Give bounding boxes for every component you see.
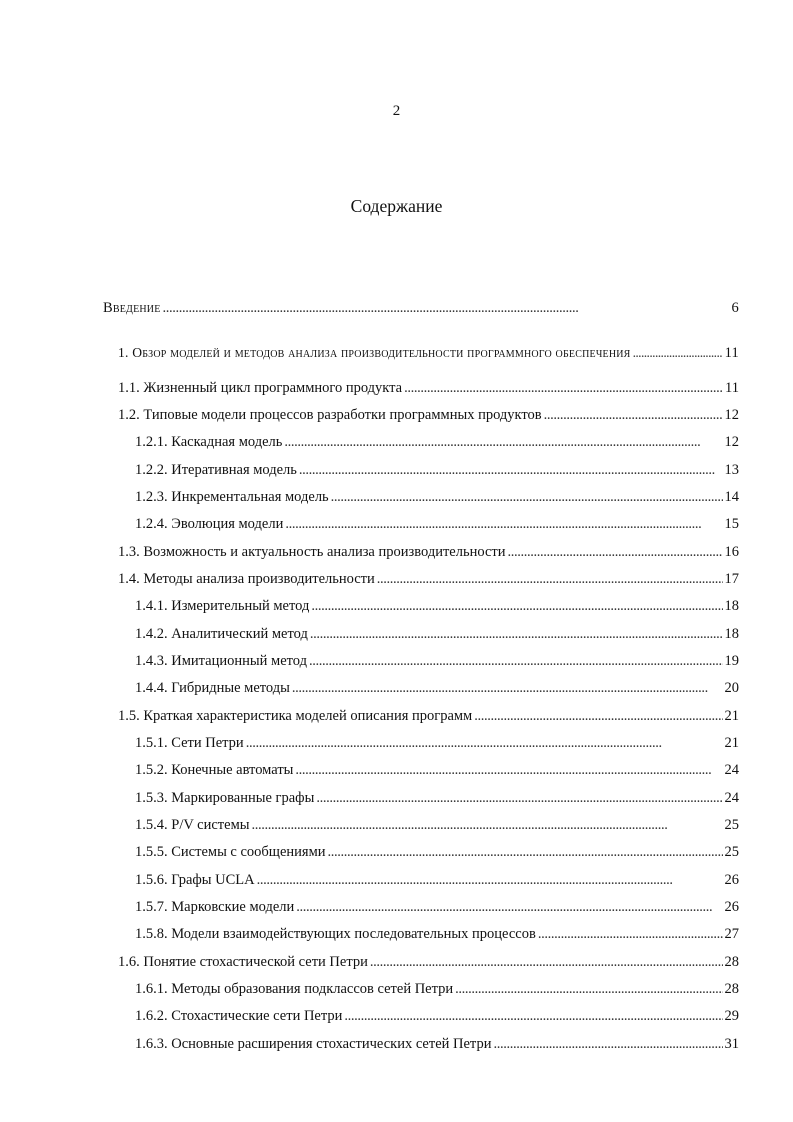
toc-entry-page: 26 <box>724 872 739 888</box>
toc-entry-label: 1.3. Возможность и актуальность анализа производительности <box>118 544 506 560</box>
toc-entry-page: 26 <box>724 899 739 915</box>
leader-dots <box>296 898 722 916</box>
toc-entry[interactable] <box>135 761 739 779</box>
toc-entry-label: 1.6.1. Методы образования подклассов сетей Петри <box>135 981 454 997</box>
leader-dots <box>299 461 723 479</box>
toc-entry-label: 1.4.2. Аналитический метод <box>135 626 308 642</box>
leader-dots <box>252 816 723 834</box>
toc-entry-label: 1.5.8. Модели взаимодействующих последовательных процессов <box>135 926 536 942</box>
toc-entry[interactable] <box>135 488 739 506</box>
toc-entry[interactable] <box>135 515 739 533</box>
toc-entry[interactable] <box>135 597 739 615</box>
toc-entry[interactable] <box>135 980 739 998</box>
leader-dots <box>310 625 723 643</box>
leader-dots <box>508 543 723 561</box>
toc-entry-label: Введение <box>103 300 161 316</box>
toc-entry-page: 12 <box>724 434 739 450</box>
toc-entry-label: 1.2. Типовые модели процессов разработки программных продуктов <box>118 407 542 423</box>
toc-entry-page: 18 <box>724 598 739 614</box>
leader-dots <box>331 488 723 506</box>
toc-entry-page: 24 <box>724 762 739 778</box>
toc-entry-label: 1.2.2. Итеративная модель <box>135 462 297 478</box>
toc-entry[interactable] <box>135 433 739 451</box>
leader-dots <box>474 707 722 725</box>
toc-entry-label: 1.5.3. Маркированные графы <box>135 790 315 806</box>
leader-dots <box>316 789 722 807</box>
toc-entry-label: 1.5.2. Конечные автоматы <box>135 762 294 778</box>
toc-entry-page: 28 <box>724 981 739 997</box>
leader-dots <box>370 953 723 971</box>
page-title: Содержание <box>350 196 443 216</box>
leader-dots <box>404 379 723 397</box>
toc-entry-label: 1.4.3. Имитационный метод <box>135 653 307 669</box>
toc-entry[interactable] <box>135 925 739 943</box>
leader-dots <box>328 843 723 861</box>
leader-dots <box>377 570 723 588</box>
toc-entry-label: 1.2.1. Каскадная модель <box>135 434 283 450</box>
toc-entry-label: 1.4. Методы анализа производительности <box>118 571 375 587</box>
toc-entry-page: 27 <box>724 926 739 942</box>
toc-entry[interactable] <box>135 625 739 643</box>
toc-entry-label: 1.2.3. Инкрементальная модель <box>135 489 329 505</box>
toc-entry-page: 29 <box>724 1008 739 1024</box>
toc-entry-page: 11 <box>725 380 739 396</box>
page-number: 2 <box>392 103 401 119</box>
toc-entry-label: 1.5.1. Сети Петри <box>135 735 244 751</box>
toc-entry-page: 6 <box>731 300 739 316</box>
toc-entry-page: 21 <box>724 708 739 724</box>
toc-entry-page: 24 <box>724 790 739 806</box>
toc-entry-page: 15 <box>724 516 739 532</box>
toc-entry-page: 28 <box>724 954 739 970</box>
toc-entry[interactable] <box>135 816 739 834</box>
toc-entry-page: 11 <box>724 345 739 361</box>
toc-entry-label: 1.1. Жизненный цикл программного продукта <box>118 380 403 396</box>
toc-entry-introduction[interactable] <box>103 299 739 317</box>
toc-entry-page: 21 <box>724 735 739 751</box>
toc-entry[interactable] <box>118 570 739 588</box>
toc-entry-page: 17 <box>724 571 739 587</box>
toc-entry-label: 1. Обзор моделей и методов анализа производительности программного обеспечения <box>118 345 631 360</box>
toc-entry-label: 1.6.2. Стохастические сети Петри <box>135 1008 343 1024</box>
leader-dots <box>246 734 723 752</box>
toc-entry-page: 12 <box>724 407 739 423</box>
toc-entry-chapter-1[interactable] <box>118 344 739 362</box>
leader-dots <box>295 761 722 779</box>
toc-entry[interactable] <box>135 1007 739 1025</box>
toc-entry-page: 25 <box>724 844 739 860</box>
toc-entry-page: 25 <box>724 817 739 833</box>
toc-entry-label: 1.5.5. Системы с сообщениями <box>135 844 326 860</box>
leader-dots <box>544 406 723 424</box>
toc-entry[interactable] <box>118 406 739 424</box>
toc-entry[interactable] <box>118 953 739 971</box>
toc-entry-label: 1.6. Понятие стохастической сети Петри <box>118 954 368 970</box>
toc-entry-label: 1.5.6. Графы UCLA <box>135 872 255 888</box>
toc-entry[interactable] <box>118 379 739 397</box>
toc-entry-page: 13 <box>724 462 739 478</box>
leader-dots <box>163 299 730 317</box>
toc-entry[interactable] <box>135 679 739 697</box>
toc-entry[interactable] <box>135 871 739 889</box>
leader-dots <box>292 679 723 697</box>
leader-dots <box>311 597 722 615</box>
toc-entry-page: 20 <box>724 680 739 696</box>
toc-entry[interactable] <box>118 543 739 561</box>
leader-dots <box>309 652 723 670</box>
toc-entry-label: 1.5.4. P/V системы <box>135 817 250 833</box>
leader-dots <box>633 344 723 362</box>
leader-dots <box>455 980 722 998</box>
leader-dots <box>257 871 723 889</box>
toc-entry-label: 1.4.4. Гибридные методы <box>135 680 290 696</box>
toc-entry-label: 1.5. Краткая характеристика моделей описания программ <box>118 708 473 724</box>
toc-entry-page: 19 <box>724 653 739 669</box>
toc-entry[interactable] <box>135 734 739 752</box>
toc-entry[interactable] <box>118 707 739 725</box>
toc-entry[interactable] <box>135 461 739 479</box>
toc-entry-page: 16 <box>724 544 739 560</box>
toc-entry[interactable] <box>135 652 739 670</box>
toc-entry-label: 1.6.3. Основные расширения стохастических сетей Петри <box>135 1036 492 1052</box>
toc-entry[interactable] <box>135 1035 739 1053</box>
toc-entry[interactable] <box>135 898 739 916</box>
toc-entry[interactable] <box>135 789 739 807</box>
leader-dots <box>538 925 723 943</box>
toc-entry-page: 18 <box>724 626 739 642</box>
toc-entry-label: 1.5.7. Марковские модели <box>135 899 295 915</box>
leader-dots <box>284 433 722 451</box>
toc-entry-page: 14 <box>724 489 739 505</box>
toc-entry-page: 31 <box>724 1036 739 1052</box>
leader-dots <box>493 1035 722 1053</box>
toc-entry[interactable] <box>135 843 739 861</box>
toc-entry-label: 1.4.1. Измерительный метод <box>135 598 310 614</box>
leader-dots <box>344 1007 722 1025</box>
leader-dots <box>285 515 722 533</box>
toc-entry-label: 1.2.4. Эволюция модели <box>135 516 284 532</box>
